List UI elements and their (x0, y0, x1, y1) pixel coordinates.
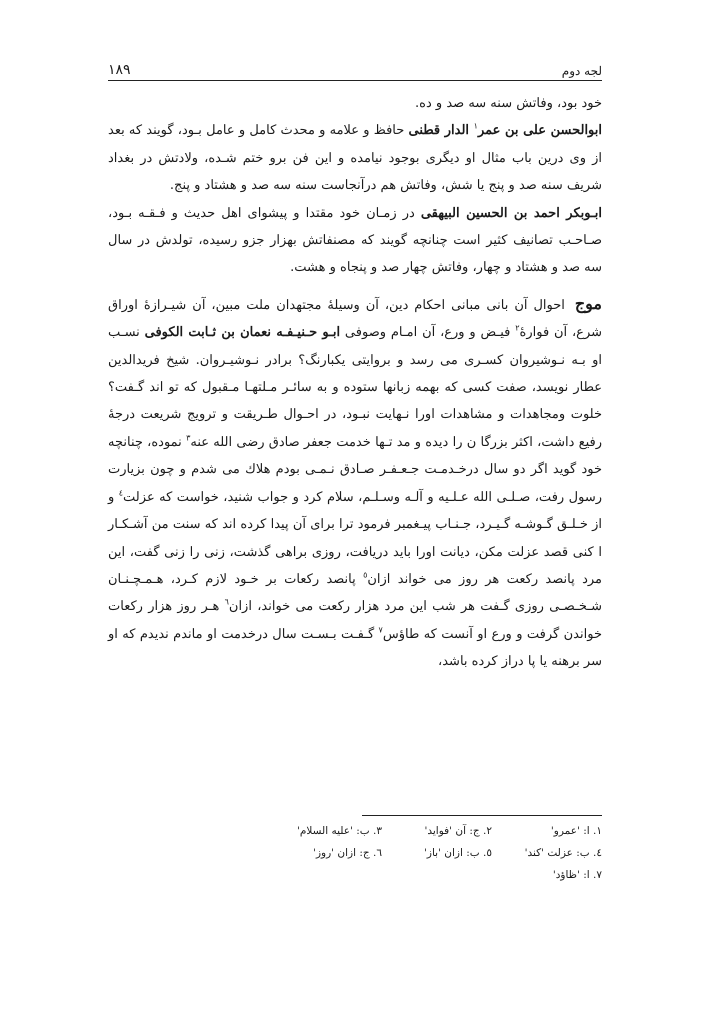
footnote-row (108, 864, 602, 886)
footnote: ٣. ب: 'علیه السلام' (297, 825, 382, 837)
text-run: هـر روز هزار رکعات خواندن گرفت و ورع او آنست که طاؤس (108, 599, 602, 642)
footnote: ٢. ج: آن 'فواید' (424, 825, 492, 837)
footnote-marker: ١ (473, 122, 478, 132)
footnote-marker: ٥ (363, 570, 368, 580)
person-name: الدار قطنی (408, 123, 474, 139)
footnote-marker: ٦ (224, 597, 229, 607)
footnote: ٤. ب: عزلت 'کند' (524, 847, 602, 859)
paragraph (108, 200, 602, 282)
footnote-row (108, 842, 602, 864)
footnote-rule (362, 815, 602, 816)
text-run: حافظ و علامه و محدث کامل و عامل بـود، گویند که بعد از وی درین باب مثال او دیگری بوجود نیامده و این فن برو ختم شـده، ولادتش در بغداد شریف سنه صد و پنج یا شش، وفاتش هم درآنجاست سنه سه صد و هشتاد و پنج. (108, 123, 602, 194)
footnote-marker: ٣ (186, 433, 191, 443)
person-name: ابوالحسن علی بن عمر (477, 123, 603, 139)
text-run: در زمـان خود مقتدا و پیشوای اهل حدیث و فـقـه بـود، صـاحـب تصانیف کثیر است چنانچه گویند که مصنفاتش بهزار جزو رسیده، تولدش در سال سه صد و هشتاد و چهار، وفاتش چهار صد و پنجاه و هشت. (108, 205, 602, 276)
footnote: ٥. ب: ازان 'باز' (424, 847, 492, 859)
text-run: فیـض و ورع، آن امـام وصوفی (340, 325, 516, 341)
footnote-row (108, 820, 602, 842)
text-run: نموده، چنانچه خود گوید اگر دو سال درخـدمـت جـعـفـر صـادق نـمـی بودم هلاك می شدم و چون بزیارت رسول رفت، صـلـی الله عـلـیه و آلـه وسـلـم، سلام کرد و جواب شنید، خواست که عزلت (108, 434, 602, 505)
footnote-marker: ٢ (515, 323, 520, 333)
footnote-marker: ٤ (118, 488, 124, 498)
paragraph (108, 117, 602, 199)
footnote: ٧. ا: 'ظاؤد' (552, 869, 602, 881)
section-heading: موج (574, 293, 602, 313)
paragraph (108, 290, 602, 676)
text-run: گـفـت بـسـت سال درخدمت او ماندم ندیدم که او سر برهنه یا پا دراز کرده باشد، (108, 626, 602, 670)
paragraph (108, 90, 602, 117)
main-text (108, 90, 602, 676)
text-run: و از خـلـق گـوشـه گـیـرد، جـنـاب پیـغمبر فرمود ترا برای آن پیدا کرده اند که سنت من آشـکـار ا کنی قصد عزلت مکن، دیانت اورا باید دریافت، روزی براهی گذشت، زنی را زنی گفت، این مرد پانصد رکعت هر روز می خواند ازان (108, 489, 602, 587)
text-run: احوال آن بانی مبانی احکام دین، آن وسیلۀ مجتهدان ملت مبین، آن شیـرازۀ اوراق شرع، آن فوارۀ (108, 297, 603, 341)
person-name: ابـوبکر احمد بن الحسین البیهقی (420, 205, 602, 221)
person-name: ابـو حـنیـفـه نعمان بن ثـابت الکوفی (144, 325, 341, 341)
footnote-marker: ٧ (378, 625, 383, 635)
page-number: ۱۸۹ (108, 62, 131, 78)
chapter-title: لجه دوم (561, 64, 602, 78)
footnotes (108, 820, 602, 886)
text-run: پانصد رکعات بر خـود لازم کـرد، هـمـچـنـان شـخـصـی روزی گـفت هر شب این مرد هزار رکعت می خواند، ازان (108, 571, 602, 615)
footnote: ٦. ج: ازان 'روز' (313, 847, 382, 859)
text-run: نسـب او بـه نـوشیروان کسـری می رسد و بروایتی یکبارنگ؟ برادر نـوشیـروان. شیخ فریدالدین عطار نویسد، صفت کسی که بهمه زبانها ستوده و به سائـر مـلتهـا مـقبول که تو اند گـفت؟ خلوت ومجاهدات و مشاهدات اورا نـهایت نبـود، در احـوال طـریقت و ترویج شریعت درجۀ رفیع داشت، اکثر بزرگا ن را دیده و مد تـها خدمت جعفر صادق رضی الله عنه (108, 325, 602, 450)
header-rule (108, 80, 602, 81)
text-run: خود بود، وفاتش سنه سه صد و ده. (415, 96, 602, 111)
footnote: ١. ا: 'عمرو' (550, 825, 602, 837)
running-header (108, 56, 602, 78)
